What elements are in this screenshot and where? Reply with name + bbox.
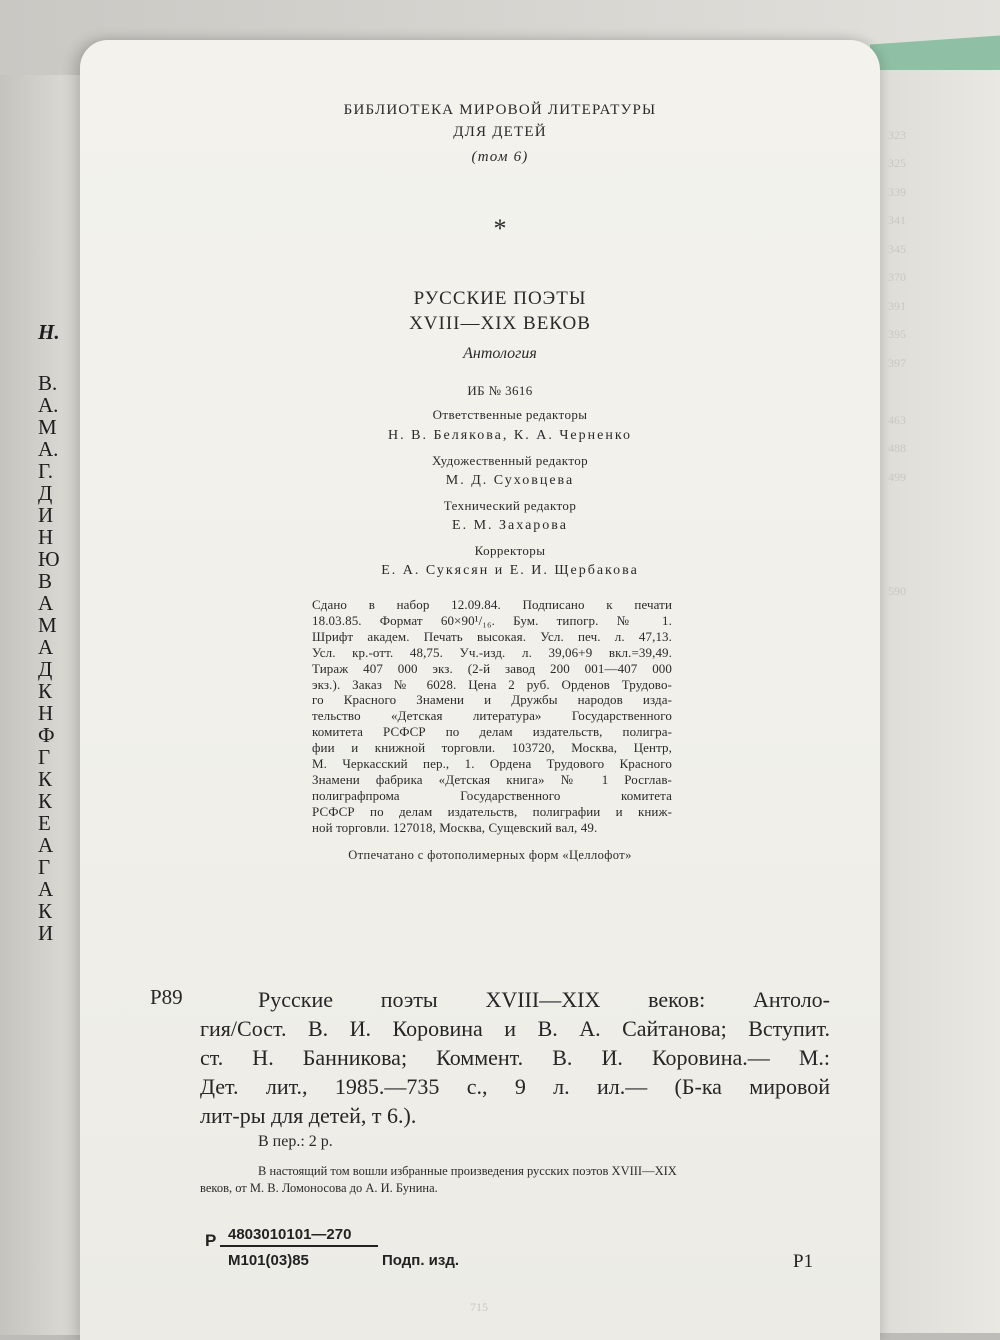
imprint-line: 18.03.85. Формат 60×90¹/₁₆. Бум. типогр. № 1. (312, 612, 672, 628)
annotation (200, 1163, 820, 1197)
book-title-centuries: XVIII—XIX ВЕКОВ (409, 313, 591, 334)
left-page-letter: Г. (38, 459, 54, 483)
series-subtitle: ДЛЯ ДЕТЕЙ (453, 124, 547, 140)
bleed-through-number: 715 (470, 1300, 488, 1314)
classification-code: Р89 (150, 985, 183, 1009)
bleed-through-number: 590 (888, 584, 906, 598)
left-page-letter: В. (38, 371, 58, 395)
left-page-letter: К (38, 767, 53, 791)
credit-role: Ответственные редакторы (432, 407, 588, 422)
left-page-letter: А (38, 877, 54, 901)
credit-names: М. Д. Суховцева (445, 473, 575, 488)
bleed-through-number: 488 (888, 441, 906, 455)
annotation-line: веков, от М. В. Ломоносова до А. И. Бунина. (200, 1181, 438, 1195)
left-page-letter: М (38, 415, 57, 439)
catalog-price: В пер.: 2 р. (258, 1133, 333, 1150)
fraction-rule (220, 1245, 378, 1247)
ib-number: ИБ № 3616 (467, 383, 533, 398)
imprint-line: экз.). Заказ № 6028. Цена 2 руб. Орденов Трудово- (312, 676, 672, 692)
annotation-line: В настоящий том вошли избранные произведения русских поэтов XVIII—XIX (258, 1164, 677, 1178)
left-page-letter: Д (38, 481, 53, 505)
imprint-line: комитета РСФСР по делам издательств, полигра- (312, 724, 672, 740)
left-page-letter: И (38, 921, 54, 945)
bleed-through-number: 345 (888, 242, 906, 256)
ornament-asterisk: * (493, 214, 507, 243)
credit-role: Корректоры (474, 543, 546, 558)
underlying-page (860, 70, 1000, 1333)
credit-role: Технический редактор (443, 498, 577, 513)
imprint-line: Тираж 407 000 экз. (2-й завод 200 001—407 000 (312, 660, 672, 676)
left-page-letter: К (38, 789, 53, 813)
bleed-through-number: 463 (888, 413, 906, 427)
catalog-line: лит-ры для детей, т 6.). (200, 1103, 417, 1128)
imprint-line: фии и книжной торговли. 103720, Москва, Центр, (312, 740, 672, 756)
credit-names: Е. М. Захарова (452, 518, 568, 533)
imprint-line: Шрифт академ. Печать высокая. Усл. печ. л. 47,13. (312, 628, 672, 644)
credit-role: Художественный редактор (431, 453, 589, 468)
catalog-card (200, 985, 830, 1130)
catalog-line: Русские поэты XVIII—XIX веков: Антоло- (258, 987, 830, 1012)
imprint-line: РСФСР по делам издательств, полиграфии и книж- (312, 803, 672, 819)
index-letter: Р (205, 1231, 217, 1250)
credit-names: Е. А. Сукясян и Е. И. Щербакова (381, 563, 639, 578)
bleed-through-number: 395 (888, 327, 906, 341)
volume-number: (том 6) (471, 149, 529, 165)
left-page-letter: Н (38, 701, 54, 725)
series-title: БИБЛИОТЕКА МИРОВОЙ ЛИТЕРАТУРЫ (343, 102, 657, 118)
bleed-through-number: 370 (888, 270, 906, 284)
index-denominator: М101(03)85 (228, 1252, 309, 1269)
left-page-letter: Ф (38, 723, 55, 747)
left-page-letter: К (38, 899, 53, 923)
left-page-letter: А (38, 591, 54, 615)
catalog-line: гия/Сост. В. И. Коровина и В. А. Сайтанова; Вступит. (200, 1016, 830, 1041)
bleed-through-number: 339 (888, 185, 906, 199)
left-page-letter: А (38, 635, 54, 659)
imprint-line: Усл. кр.-отт. 48,75. Уч.-изд. л. 39,06+9 вкл.=39,49. (312, 644, 672, 660)
bleed-through-number: 499 (888, 470, 906, 484)
book-subtitle: Антология (463, 345, 537, 362)
left-page-letter: Ю (38, 547, 60, 571)
bleed-through-number: 323 (888, 128, 906, 142)
left-page-letter: И (38, 503, 54, 527)
catalog-line: ст. Н. Банникова; Коммент. В. И. Коровина.— М.: (200, 1045, 830, 1070)
imprint-block (312, 597, 672, 836)
left-page-letter: К (38, 679, 53, 703)
catalog-line: Дет. лит., 1985.—735 с., 9 л. ил.— (Б-ка мировой (200, 1074, 830, 1099)
index-numerator: 4803010101—270 (228, 1226, 352, 1243)
bleed-through-number: 341 (888, 213, 906, 227)
imprint-line: тельство «Детская литература» Государственного (312, 708, 672, 724)
left-page-letter: В (38, 569, 53, 593)
left-page-letter: А. (38, 437, 59, 461)
imprint-line: Сдано в набор 12.09.84. Подписано к печати (312, 597, 672, 612)
imprint-line: го Красного Знамени и Дружбы народов изда- (312, 692, 672, 708)
bleed-through-number: 391 (888, 299, 906, 313)
left-page-letter: Н (38, 525, 54, 549)
credit-names: Н. В. Белякова, К. А. Черненко (388, 428, 632, 443)
imprint-line: полиграфпрома Государственного комитета (312, 787, 672, 803)
bleed-through-number: 325 (888, 156, 906, 170)
left-page-letter: А (38, 833, 54, 857)
left-page-letter: Д (38, 657, 53, 681)
printed-note: Отпечатано с фотополимерных форм «Целлофот» (348, 848, 632, 862)
left-page-letter: Е (38, 811, 51, 835)
left-page-letter: Г (38, 855, 51, 879)
bbk-code: Р1 (793, 1251, 814, 1272)
left-page-letter: Г (38, 745, 51, 769)
imprint-line: Знамени фабрика «Детская книга» № 1 Росглав- (312, 771, 672, 787)
left-page-letter: Н. (38, 320, 60, 344)
bleed-through-number: 397 (888, 356, 906, 370)
imprint-line: ной торговли. 127018, Москва, Сущевский вал, 49. (312, 819, 598, 835)
left-page-letter: А. (38, 393, 59, 417)
book-title: РУССКИЕ ПОЭТЫ (413, 288, 587, 309)
imprint-line: М. Черкасский пер., 1. Ордена Трудового Красного (312, 756, 672, 772)
left-page-letter: М (38, 613, 57, 637)
subscription-edition: Подп. изд. (382, 1252, 460, 1269)
